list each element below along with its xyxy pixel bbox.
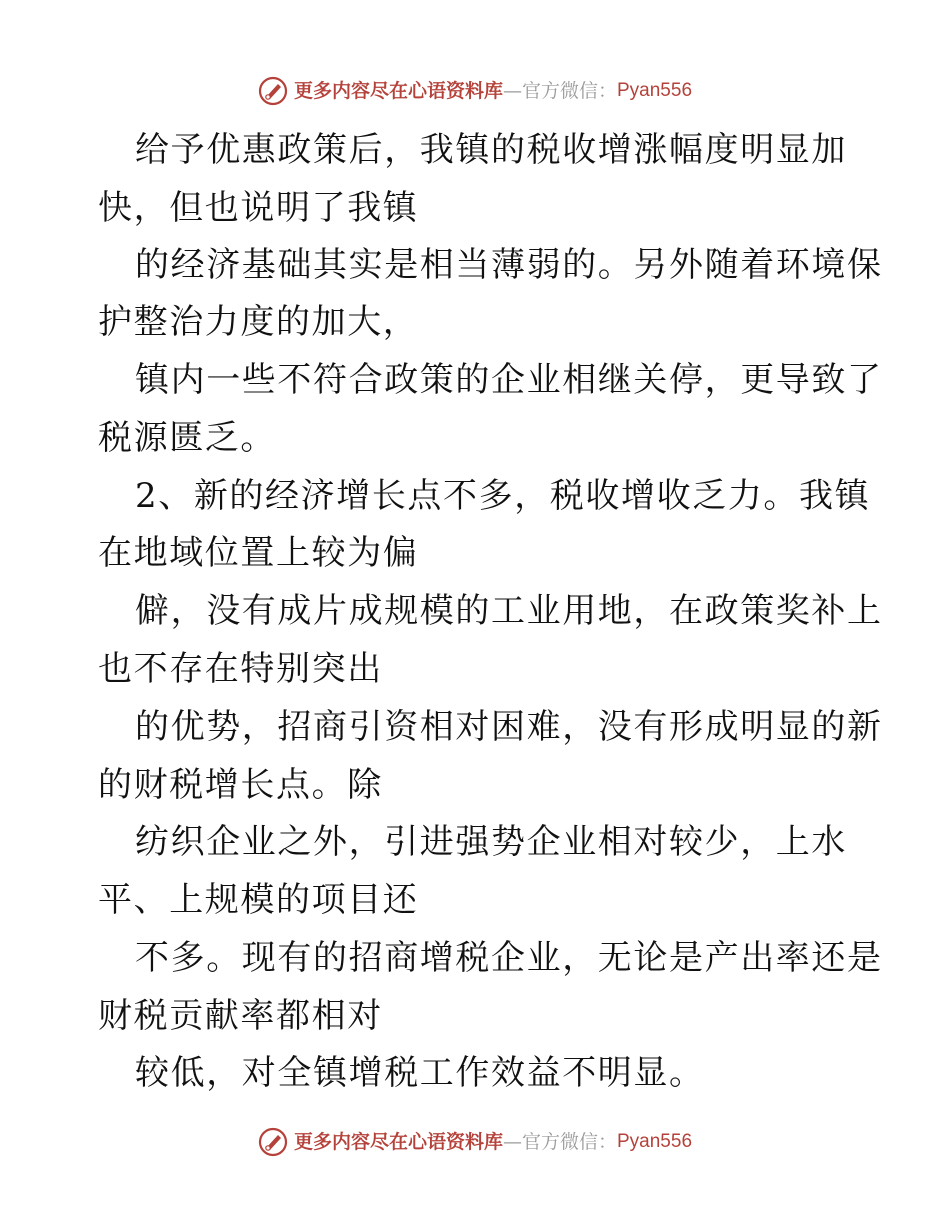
paragraph-line: 的财税增长点。除 <box>98 765 383 805</box>
watermark-dash: — <box>502 80 522 102</box>
paragraph-line: 在地域位置上较为偏 <box>98 533 419 573</box>
brand-logo-icon <box>258 1127 288 1157</box>
paragraph-line: 的经济基础其实是相当薄弱的。另外随着环境保 <box>135 245 883 285</box>
paragraph-line: 较低，对全镇增税工作效益不明显。 <box>135 1053 705 1093</box>
paragraph-line: 纺织企业之外，引进强势企业相对较少，上水 <box>135 822 847 862</box>
watermark-label: 官方微信： <box>521 1131 617 1153</box>
watermark-wechat-id: Pyan556 <box>617 80 693 101</box>
paragraph-line: 护整治力度的加大， <box>98 302 419 342</box>
paragraph-line: 平、上规模的项目还 <box>98 880 419 920</box>
paragraph-line: 快，但也说明了我镇 <box>98 188 419 228</box>
watermark-main-text: 更多内容尽在心语资料库 <box>293 80 503 102</box>
paragraph-line: 僻，没有成片成规模的工业用地，在政策奖补上 <box>135 591 883 631</box>
paragraph-line: 镇内一些不符合政策的企业相继关停，更导致了 <box>135 360 883 400</box>
paragraph-line: 也不存在特别突出 <box>98 649 383 689</box>
paragraph-line: 的优势，招商引资相对困难，没有形成明显的新 <box>135 707 883 747</box>
header-watermark <box>0 76 950 106</box>
paragraph-line: 给予优惠政策后，我镇的税收增涨幅度明显加 <box>135 130 847 170</box>
watermark-main-text: 更多内容尽在心语资料库 <box>293 1131 503 1153</box>
watermark-wechat-id: Pyan556 <box>617 1131 693 1152</box>
watermark-dash: — <box>502 1131 522 1153</box>
paragraph-line: 2、新的经济增长点不多，税收增收乏力。我镇 <box>135 476 871 516</box>
footer-watermark <box>0 1127 950 1157</box>
watermark-label: 官方微信： <box>521 80 617 102</box>
paragraph-line: 财税贡献率都相对 <box>98 996 383 1036</box>
paragraph-line: 不多。现有的招商增税企业，无论是产出率还是 <box>135 938 883 978</box>
paragraph-line: 税源匮乏。 <box>98 418 276 458</box>
brand-logo-icon <box>258 76 288 106</box>
